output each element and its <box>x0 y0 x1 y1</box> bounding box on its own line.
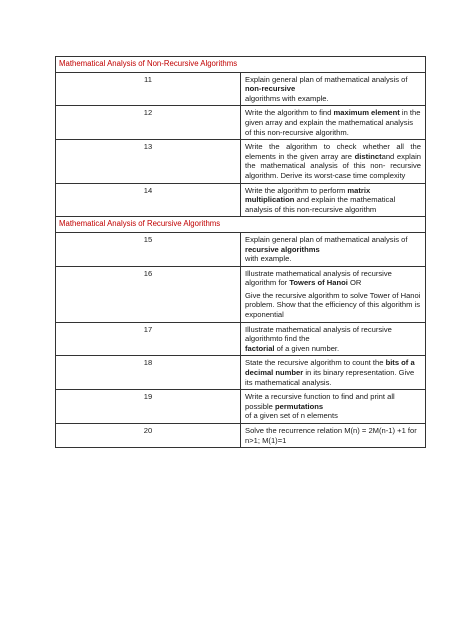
question-text <box>241 266 426 322</box>
question-number: 11 <box>56 72 241 106</box>
text-part: Write the algorithm to find <box>245 108 334 118</box>
bold-term: Towers of Hanoi <box>289 278 348 288</box>
question-text <box>241 106 426 140</box>
question-text <box>241 356 426 390</box>
question-number: 20 <box>56 424 241 448</box>
question-number: 16 <box>56 266 241 322</box>
question-number: 15 <box>56 232 241 266</box>
text-part: algorithms with example. <box>245 93 329 103</box>
table-row <box>56 424 426 448</box>
table-row <box>56 322 426 356</box>
question-number: 17 <box>56 322 241 356</box>
table-row <box>56 266 426 322</box>
text-part: and explain the mathematical analysis of this non-recursive algorithm <box>245 195 396 214</box>
question-number: 12 <box>56 106 241 140</box>
text-part: State the recursive algorithm to count the <box>245 358 386 368</box>
table-row <box>56 140 426 183</box>
text-part: of a given set of n elements <box>245 411 338 421</box>
section-header-non-recursive <box>56 57 426 73</box>
table-row <box>56 106 426 140</box>
text-part: Illustrate mathematical analysis of recursive algorithmto find the <box>245 324 392 344</box>
bold-term: bits of a decimal number <box>245 358 415 378</box>
text-part: Give the recursive algorithm to solve Tower of Hanoi problem. Show that the efficiency of this algorithm is exponential <box>245 290 421 320</box>
bold-term: permutations <box>274 401 324 411</box>
question-text <box>241 390 426 424</box>
table-row <box>56 356 426 390</box>
text-part: in its binary representation. Give its mathematical analysis. <box>245 368 415 387</box>
section-title: Mathematical Analysis of Recursive Algorithms <box>56 217 426 233</box>
question-text <box>241 140 426 183</box>
text-part: Illustrate mathematical analysis of recursive algorithm for <box>245 268 392 288</box>
text-part: OR <box>347 278 362 288</box>
table-row <box>56 183 426 217</box>
bold-term: recursive algorithms <box>245 244 320 254</box>
text-part: Explain general plan of mathematical analysis of <box>245 74 408 84</box>
table-row <box>56 390 426 424</box>
bold-term: factorial <box>245 343 275 353</box>
text-part: Write a recursive function to find and print all possible <box>245 392 395 411</box>
table-row <box>56 232 426 266</box>
question-number: 18 <box>56 356 241 390</box>
bold-term: maximum element <box>333 108 400 118</box>
text-part: in the given array and explain the mathematical analysis of this non-recursive algorithm. <box>245 108 421 137</box>
question-text <box>241 72 426 106</box>
question-table <box>55 56 426 448</box>
text-part: of a given number. <box>274 343 340 353</box>
text-part: Write the algorithm to perform <box>245 185 348 195</box>
text-part: and explain the mathematical analysis of this non- recursive algorithm. Derive its worst-case time complexity <box>245 151 421 180</box>
question-text <box>241 232 426 266</box>
question-number: 13 <box>56 140 241 183</box>
section-title: Mathematical Analysis of Non-Recursive Algorithms <box>56 57 426 73</box>
question-number: 19 <box>56 390 241 424</box>
text-part: Write the algorithm to check whether all the elements in the given array are <box>245 142 421 161</box>
table-row <box>56 72 426 106</box>
question-text: Solve the recurrence relation M(n) = 2M(n-1) +1 for n>1; M(1)=1 <box>241 424 426 448</box>
section-header-recursive <box>56 217 426 233</box>
question-number: 14 <box>56 183 241 217</box>
text-part: Explain general plan of mathematical analysis of <box>245 234 408 244</box>
bold-term: distinct <box>354 151 382 161</box>
question-text <box>241 183 426 217</box>
bold-term: matrix multiplication <box>245 185 371 205</box>
bold-term: non-recursive <box>245 84 296 94</box>
question-text <box>241 322 426 356</box>
text-part: with example. <box>245 254 292 264</box>
